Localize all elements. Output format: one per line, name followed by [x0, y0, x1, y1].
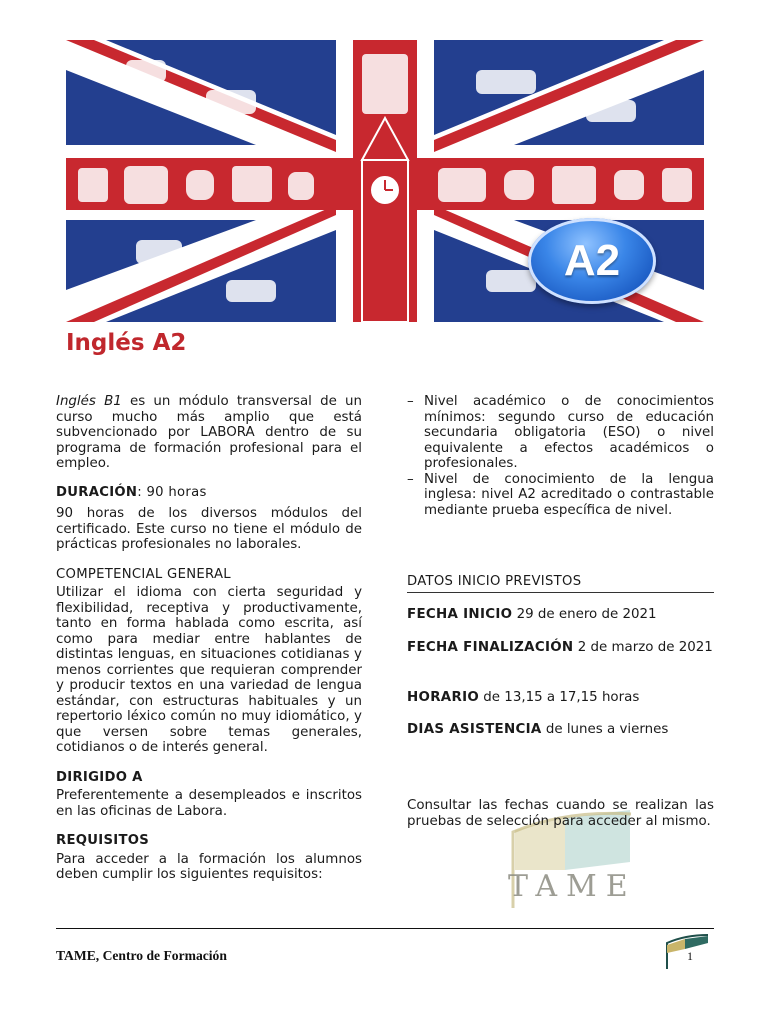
audience-text: Preferentemente a desempleados e inscritos en las oficinas de Labora. [56, 788, 362, 819]
consult-note: Consultar las fechas cuando se realizan las pruebas de selección para acceder al mismo. [407, 798, 714, 829]
intro-paragraph [56, 394, 362, 472]
duration-description: 90 horas de los diversos módulos del certificado. Este curso no tiene el módulo de prácticas profesionales no laborales. [56, 506, 362, 552]
attendance-row [407, 721, 714, 738]
right-column [407, 394, 714, 518]
requirements-list [407, 394, 714, 518]
start-date-label: FECHA INICIO [407, 607, 513, 622]
intro-course-name: Inglés B1 [56, 394, 122, 409]
requirements-heading: REQUISITOS [56, 833, 150, 848]
competence-text: Utilizar el idioma con cierta seguridad y flexibilidad, receptiva y productivamente, tanto en forma hablada como escrita, así como para mediar entre hablantes de distintas lenguas, en situaciones cotidianas y menos corrientes que requieran comprender y producir textos en una variedad de lengua estándar, con estructuras habituales y un repertorio léxico común no muy idiomático, y que versen sobre temas generales, cotidianos o de interés general. [56, 585, 362, 755]
schedule-row [407, 689, 714, 706]
audience-heading: DIRIGIDO A [56, 769, 143, 785]
end-date-row [407, 639, 714, 656]
page-number: 1 [687, 949, 693, 963]
end-date-label: FECHA FINALIZACIÓN [407, 640, 574, 655]
requirement-item: – Nivel académico o de conocimientos mínimos: segundo curso de educación secundaria obligatoria (ESO) o nivel equivalente a efectos académicos o profesionales. [407, 394, 714, 472]
duration-value: : 90 horas [137, 484, 207, 500]
end-date-value: 2 de marzo de 2021 [573, 640, 713, 655]
start-date-value: 29 de enero de 2021 [512, 607, 657, 622]
duration-label: DURACIÓN [56, 484, 138, 500]
union-jack-banner [66, 40, 704, 322]
page-title: Inglés A2 [66, 330, 187, 356]
attendance-value: de lunes a viernes [541, 722, 669, 737]
footer-text: TAME, Centro de Formación [56, 948, 227, 963]
tame-logo-word: TAME [508, 869, 637, 904]
start-data-heading: DATOS INICIO PREVISTOS [407, 574, 714, 593]
schedule-label: HORARIO [407, 690, 480, 705]
start-date-row [407, 606, 714, 623]
requirement-item: – Nivel de conocimiento de la lengua inglesa: nivel A2 acreditado o contrastable mediante prueba específica de nivel. [407, 472, 714, 519]
requirements-text: Para acceder a la formación los alumnos deben cumplir los siguientes requisitos: [56, 851, 362, 882]
left-column [56, 394, 362, 883]
intro-text: es un módulo transversal de un curso mucho más amplio que está subvencionado por LABORA dentro de su programa de formación profesional para el empleo. [56, 394, 362, 471]
duration-line [56, 485, 362, 501]
competence-heading: COMPETENCIAL GENERAL [56, 566, 231, 582]
footer-divider [56, 928, 714, 929]
schedule-value: de 13,15 a 17,15 horas [479, 690, 640, 705]
attendance-label: DIAS ASISTENCIA [407, 722, 542, 737]
level-badge: A2 [528, 218, 656, 304]
